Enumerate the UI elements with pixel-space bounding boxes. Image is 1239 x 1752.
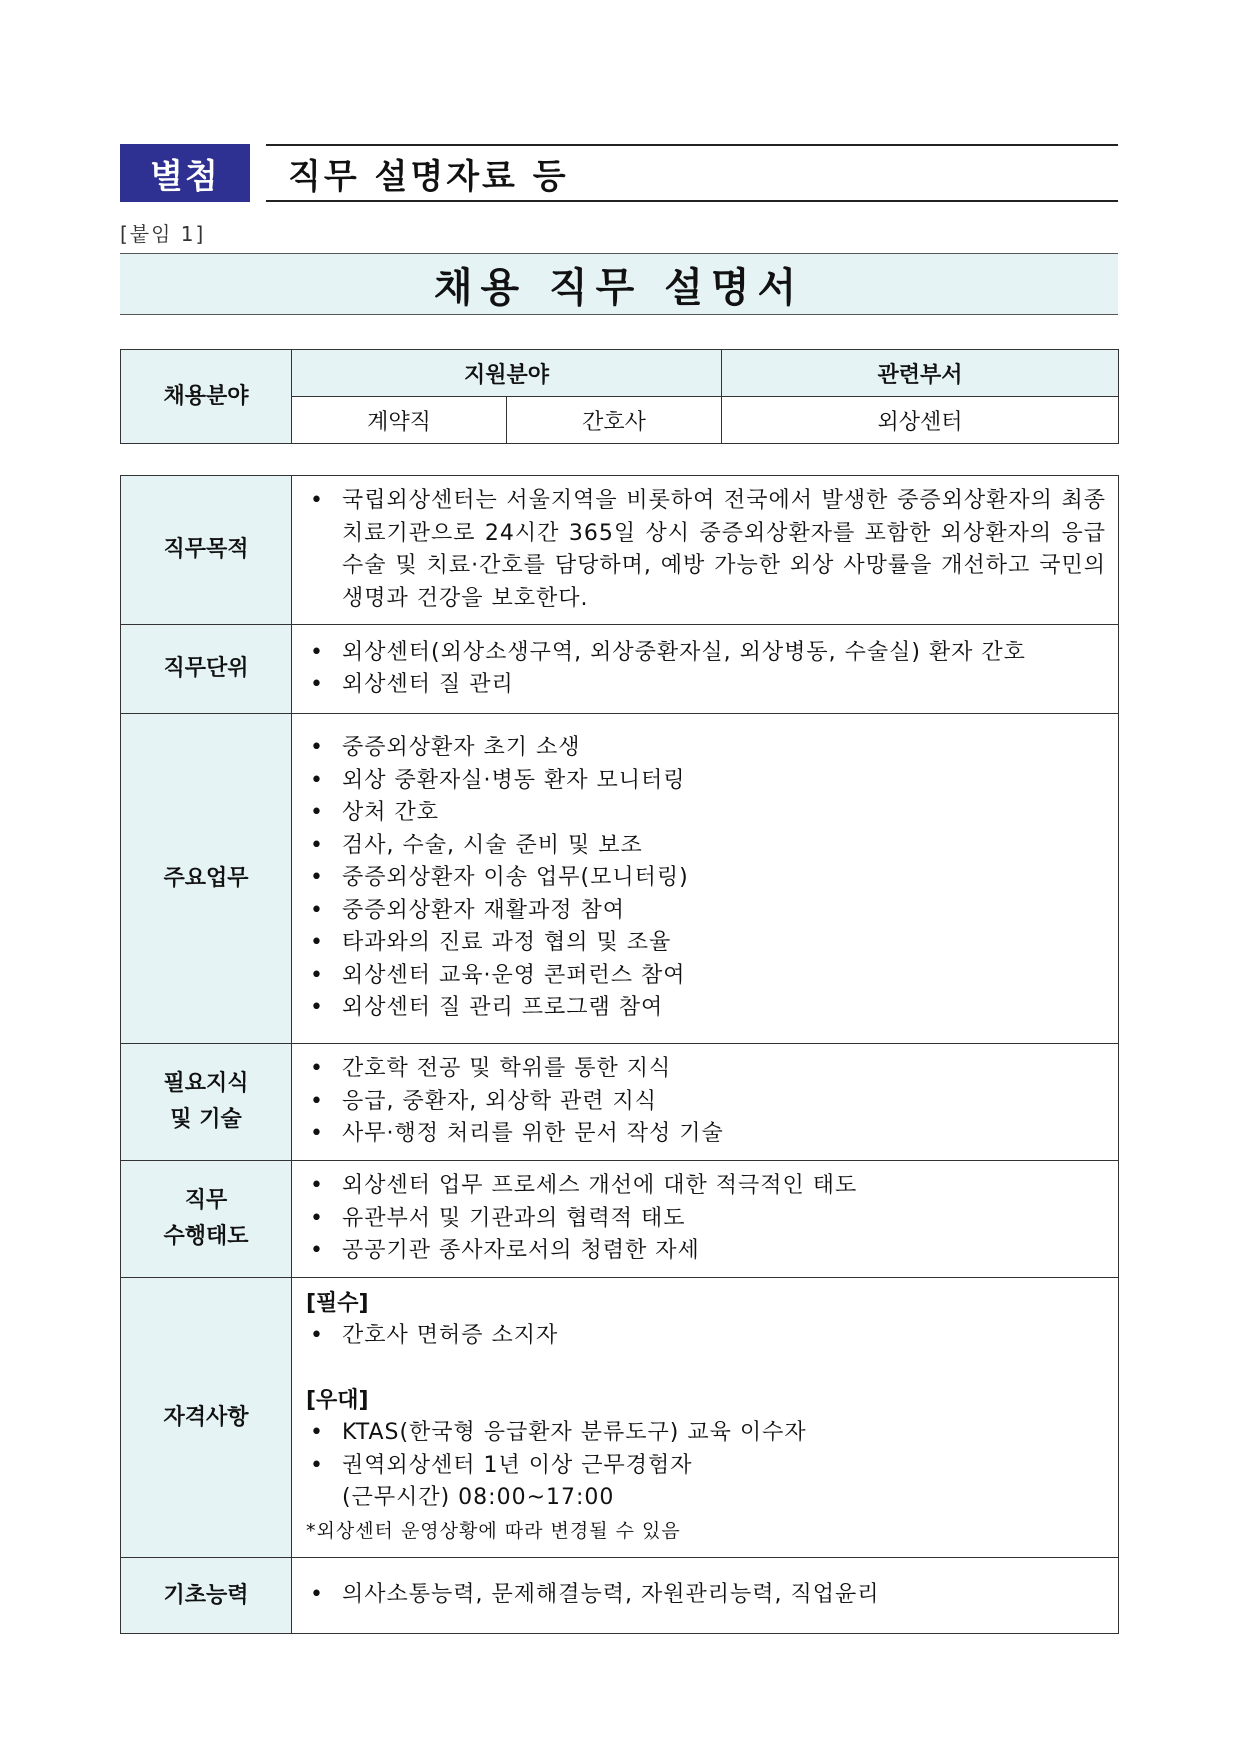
preferred-heading: [우대] <box>306 1387 369 1413</box>
attitude-item: • 유관부서 및 기관과의 협력적 태도 <box>306 1203 1106 1236</box>
work-hours: (근무시간) 08:00~17:00 <box>342 1485 615 1511</box>
attitude-item: • 공공기관 종사자로서의 청렴한 자세 <box>306 1235 1106 1268</box>
qualifications-label: 자격사항 <box>121 1278 292 1558</box>
attitude-item: • 외상센터 업무 프로세스 개선에 대한 적극적인 태도 <box>306 1170 1106 1203</box>
recruitment-field-table <box>120 349 1119 444</box>
unit-label: 직무단위 <box>121 625 292 714</box>
department-cell: 외상센터 <box>722 397 1119 444</box>
position-cell: 간호사 <box>507 397 722 444</box>
knowledge-item: • 사무·행정 처리를 위한 문서 작성 기술 <box>306 1118 1106 1151</box>
purpose-label: 직무목적 <box>121 476 292 625</box>
knowledge-label <box>121 1044 292 1161</box>
preferred-item: • KTAS(한국형 응급환자 분류도구) 교육 이수자 <box>306 1417 1106 1450</box>
field-row-label: 채용분야 <box>121 350 292 444</box>
header <box>120 144 1118 202</box>
field-header-row <box>121 350 1119 397</box>
task-item: • 중증외상환자 이송 업무(모니터링) <box>306 862 1106 895</box>
task-item: • 상처 간호 <box>306 797 1106 830</box>
basic-skills-item: • 의사소통능력, 문제해결능력, 자원관리능력, 직업윤리 <box>306 1579 1106 1612</box>
purpose-content <box>292 476 1119 625</box>
basic-skills-row <box>121 1558 1119 1634</box>
basic-skills-label: 기초능력 <box>121 1558 292 1634</box>
job-description-table <box>120 475 1119 1634</box>
department-header: 관련부서 <box>722 350 1119 397</box>
support-field-header: 지원분야 <box>292 350 722 397</box>
main-tasks-row <box>121 714 1119 1044</box>
task-item: • 타과와의 진료 과정 협의 및 조율 <box>306 927 1106 960</box>
qualifications-content <box>292 1278 1119 1558</box>
task-item: • 중증외상환자 재활과정 참여 <box>306 895 1106 928</box>
attitude-row <box>121 1161 1119 1278</box>
attitude-label-line2: 수행태도 <box>163 1224 249 1249</box>
purpose-row <box>121 476 1119 625</box>
required-heading: [필수] <box>306 1290 369 1316</box>
task-item: • 중증외상환자 초기 소생 <box>306 732 1106 765</box>
task-item: • 외상센터 질 관리 프로그램 참여 <box>306 992 1106 1025</box>
qualifications-row <box>121 1278 1119 1558</box>
attitude-label <box>121 1161 292 1278</box>
knowledge-item: • 간호학 전공 및 학위를 통한 지식 <box>306 1053 1106 1086</box>
attitude-content <box>292 1161 1119 1278</box>
document-title: 채용 직무 설명서 <box>433 264 805 311</box>
header-title: 직무 설명자료 등 <box>288 156 569 197</box>
preferred-item: • 권역외상센터 1년 이상 근무경험자 <box>306 1450 1106 1483</box>
task-item: • 검사, 수술, 시술 준비 및 보조 <box>306 830 1106 863</box>
unit-item: • 외상센터(외상소생구역, 외상중환자실, 외상병동, 수술실) 환자 간호 <box>306 637 1106 670</box>
knowledge-row <box>121 1044 1119 1161</box>
task-item: • 외상센터 교육·운영 콘퍼런스 참여 <box>306 960 1106 993</box>
main-tasks-content <box>292 714 1119 1044</box>
document-title-bar <box>120 253 1118 315</box>
knowledge-item: • 응급, 중환자, 외상학 관련 지식 <box>306 1086 1106 1119</box>
purpose-item: • 국립외상센터는 서울지역을 비롯하여 전국에서 발생한 중증외상환자의 최종치료기관으로 24시간 365일 상시 중증외상환자를 포함한 외상환자의 응급수술 및 치료·간호를 담당하며, 예방 가능한 외상 사망률을 개선하고 국민의 생명과 건강을 보호한다. <box>306 485 1106 615</box>
knowledge-content <box>292 1044 1119 1161</box>
basic-skills-content <box>292 1558 1119 1634</box>
required-item: • 간호사 면허증 소지자 <box>306 1320 1106 1353</box>
attachment-note: [붙임 1] <box>120 222 206 246</box>
attachment-badge: 별첨 <box>120 144 250 202</box>
spacer <box>306 1353 1106 1385</box>
knowledge-label-line2: 및 기술 <box>170 1107 242 1132</box>
knowledge-label-line1: 필요지식 <box>163 1071 249 1096</box>
task-item: • 외상 중환자실·병동 환자 모니터링 <box>306 765 1106 798</box>
qualifications-footnote: *외상센터 운영상황에 따라 변경될 수 있음 <box>306 1519 681 1542</box>
unit-item: • 외상센터 질 관리 <box>306 669 1106 702</box>
main-tasks-label: 주요업무 <box>121 714 292 1044</box>
unit-row <box>121 625 1119 714</box>
attitude-label-line1: 직무 <box>184 1188 228 1213</box>
employment-type-cell: 계약직 <box>292 397 507 444</box>
unit-content <box>292 625 1119 714</box>
header-title-box <box>266 144 1118 202</box>
